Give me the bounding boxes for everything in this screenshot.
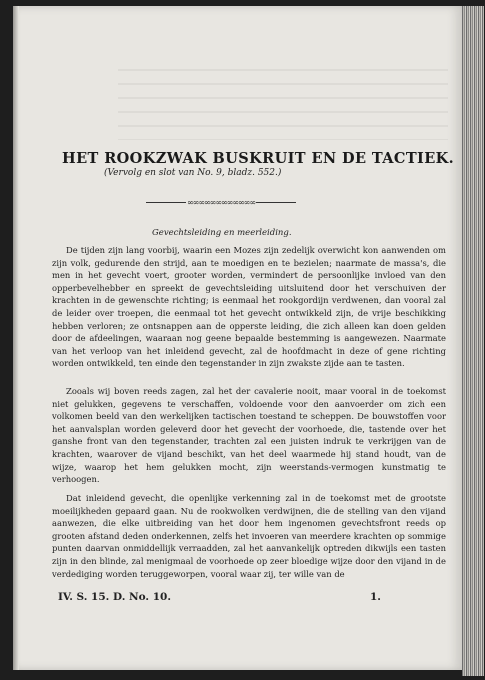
section-heading: Gevechtsleiding en meerleiding.: [152, 228, 292, 238]
divider-line-left: [146, 202, 186, 203]
ornament-divider: [146, 198, 296, 208]
article-subtitle: (Vervolg en slot van No. 9, bladz. 552.): [104, 168, 282, 178]
article-title: HET ROOKZWAK BUSKRUIT EN DE TACTIEK.: [62, 150, 455, 167]
paragraph-2: Zooals wij boven reeds zagen, zal het der cavalerie nooit, maar vooral in de toekomst niet gelukken, gegevens te verschaffen, voldoende voor den aanvoerder om zich een volkomen beeld van den werkelijken tactischen toestand te scheppen. De bouwstoffen voor het aanvalsplan worden geleverd door het gevecht der voorhoede, die, tastende over het ganshe front van den tegenstander, trachten zal een juisten indruk te verkrijgen van de krachten, waarover de vijand beschikt, van het deel waarmede hij stand houdt, van de wijze, waarop het hem gelukken mocht, zijn weerstands-vermogen kunstmatig te verhoogen.: [52, 386, 446, 485]
bleed-through-text: [118, 60, 448, 140]
paragraph-3: Dat inleidend gevecht, die openlijke verkenning zal in de toekomst met de grootste moeilijkheden gepaard gaan. Nu de rookwolken verdwijnen, die de stelling van den vijand aanwezen, die elke uitbreiding van het door hem ingenomen gevechtsfront reeds op grooten afstand deden onderkennen, zelfs het invoeren van meerdere krachten op sommige punten daarvan onmiddellijk verraadden, zal het aanvankelijk optreden dikwijls een tasten zijn in den blinde, zal menigmaal de voorhoede op zeer bloedige wijze door den vijand in de verdediging worden teruggeworpen, vooral waar zij, ter wille van de: [52, 493, 446, 579]
divider-knot-icon: ∞∞∞∞∞∞∞∞∞∞∞∞: [187, 198, 255, 207]
signature-mark: IV. S. 15. D. No. 10.: [58, 591, 172, 603]
page-stack-edge: [462, 6, 484, 676]
paragraph-1: De tijden zijn lang voorbij, waarin een Mozes zijn zedelijk overwicht kon aanwenden om zijn volk, gedurende den strijd, aan te moedigen en te bezielen; naarmate de massa's, die men in het gevecht voert, grooter worden, vermindert de persoonlijke invloed van den opperbevelhebber en spreekt de gevechtsleiding uitsluitend door het verschuiven der krachten in de gewenschte richting; is eenmaal het rookgordijn verdwenen, dan vooral zal de leider over troepen, die eenmaal tot het gevecht ontwikkeld zijn, de vrije beschikking hebben verloren; ze ontsnappen aan de opperste leiding, die zich alleen kan doen gelden door de afdeelingen, waaraan nog geene bepaalde bestemming is aangewezen. Naarmate van het verloop van het inleidend gevecht, zal de hoofdmacht in deze of gene richting worden ontwikkeld, ten einde den tegenstander in zijn zwakste zijde aan te tasten.: [52, 245, 446, 369]
divider-line-right: [256, 202, 296, 203]
page-number: 1.: [370, 591, 381, 603]
page-gutter: [13, 6, 19, 670]
